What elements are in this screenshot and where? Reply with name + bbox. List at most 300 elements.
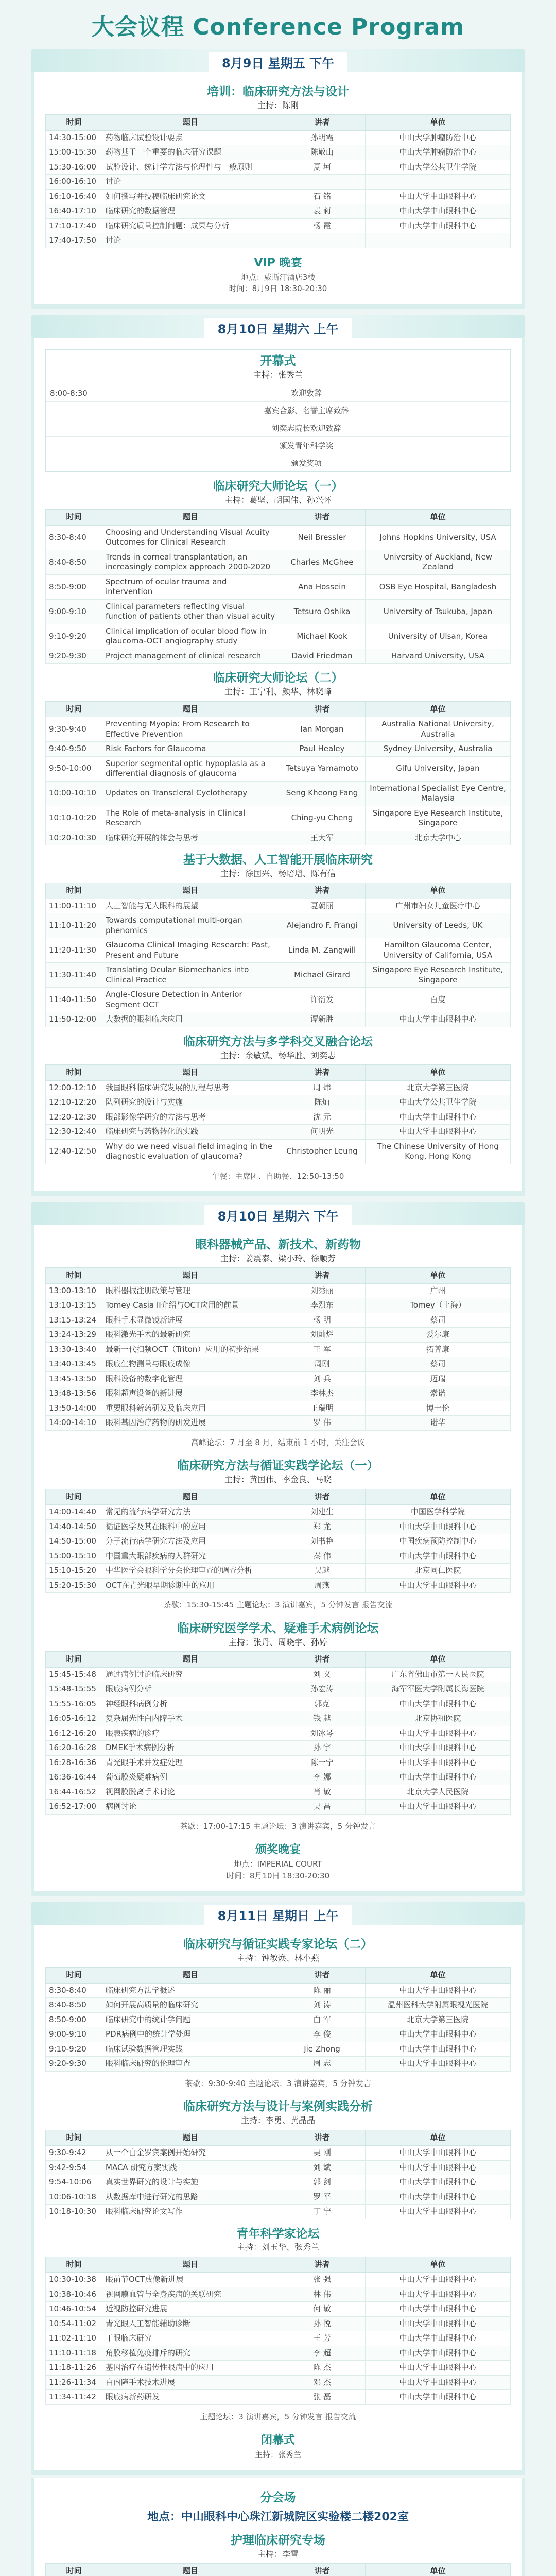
topic-cell: 嘉宾合影、名誉主席致辞 [102, 402, 510, 419]
session-header [45, 2099, 511, 2129]
event-detail: 茶歇：15:30-15:45 主题论坛：3 演讲嘉宾，5 分钟发言 报告交流 [163, 1600, 393, 1610]
unit-cell: 北京大学人民医院 [366, 1785, 511, 1800]
schedule-table [45, 509, 511, 664]
table-row [46, 1371, 511, 1386]
time-cell: 12:40-12:50 [46, 1139, 102, 1164]
table-row [46, 1667, 511, 1682]
topic-cell: 葡萄膜炎疑难病例 [102, 1770, 279, 1785]
day-panel [31, 1225, 525, 1891]
topic-cell: Choosing and Understanding Visual Acuity Outcomes for Clinical Research [102, 525, 279, 550]
column-header: 讲者 [279, 1268, 366, 1284]
session-header [45, 1238, 511, 1267]
session [45, 1621, 511, 1815]
time-cell: 11:50-12:00 [46, 1012, 102, 1027]
session-header [45, 2227, 511, 2257]
topic-cell: 人工智能与无人眼科的展望 [102, 899, 279, 913]
event-detail: 地点：威斯汀酒店3楼 [240, 272, 316, 282]
table-row [46, 1386, 511, 1401]
speaker-cell [279, 233, 366, 248]
unit-cell [366, 233, 511, 248]
unit-cell [366, 175, 511, 190]
column-header: 时间 [46, 510, 102, 526]
column-header: 讲者 [279, 510, 366, 526]
column-header: 题目 [102, 883, 279, 899]
unit-cell: 北京同仁医院 [366, 1564, 511, 1579]
topic-cell: 眼科临床研究论文写作 [102, 2205, 279, 2219]
day-banner [31, 1902, 525, 1925]
opening-table [46, 384, 510, 471]
table-row [46, 1770, 511, 1785]
time-cell: 8:30-8:40 [46, 525, 102, 550]
time-cell: 11:34-11:42 [46, 2390, 102, 2405]
session-chair: 主持：张秀兰 [253, 369, 303, 380]
table-row [46, 1741, 511, 1756]
schedule-table [45, 2257, 511, 2405]
event-detail: 茶歇：9:30-9:40 主题论坛：3 演讲嘉宾，5 分钟发言 [185, 2078, 371, 2088]
unit-cell: 中山大学中山眼科中心 [366, 2331, 511, 2346]
schedule-table [45, 2130, 511, 2219]
time-cell: 14:50-15:00 [46, 1534, 102, 1549]
time-cell: 16:12-16:20 [46, 1726, 102, 1741]
time-cell: 10:30-10:38 [46, 2273, 102, 2287]
program [0, 49, 556, 2576]
unit-cell: 中山大学中山眼科中心 [366, 2042, 511, 2057]
time-cell: 8:00-8:30 [46, 384, 102, 402]
time-cell [46, 402, 102, 419]
column-header: 讲者 [279, 1968, 366, 1984]
unit-cell: 中山大学肿瘤防治中心 [366, 145, 511, 160]
unit-cell: 中山大学中山眼科中心 [366, 1012, 511, 1027]
unit-cell: 百度 [366, 988, 511, 1012]
table-row [46, 717, 511, 742]
time-cell [46, 454, 102, 472]
time-cell: 13:00-13:10 [46, 1283, 102, 1298]
speaker-cell: 王瑞明 [279, 1401, 366, 1416]
table-row [46, 1726, 511, 1741]
column-header: 单位 [366, 2130, 511, 2146]
table-row [46, 1313, 511, 1328]
speaker-cell: 夏 坷 [279, 160, 366, 175]
topic-cell: Tomey Casia II介绍与OCT应用的前景 [102, 1298, 279, 1313]
unit-cell: The Chinese University of Hong Kong, Hong Kong [366, 1139, 511, 1164]
time-cell: 9:00-9:10 [46, 2027, 102, 2042]
table-row [46, 2146, 511, 2161]
time-cell: 13:45-13:50 [46, 1371, 102, 1386]
session-title: 眼科器械产品、新技术、新药物 [195, 1238, 361, 1252]
topic-cell: 颁发奖项 [102, 454, 510, 472]
time-cell: 16:44-16:52 [46, 1785, 102, 1800]
time-cell: 15:00-15:10 [46, 1549, 102, 1564]
time-cell: 16:28-16:36 [46, 1755, 102, 1770]
unit-cell: 中山大学中山眼科中心 [366, 2346, 511, 2361]
topic-cell: 临床研究质量控制问题：成果与分析 [102, 218, 279, 233]
schedule-table [45, 1489, 511, 1594]
table-row [46, 1125, 511, 1140]
topic-cell: 眼表疾病的诊疗 [102, 1726, 279, 1741]
table-row [46, 742, 511, 757]
topic-cell: 近视防控研究进展 [102, 2302, 279, 2317]
time-cell: 11:10-11:18 [46, 2346, 102, 2361]
topic-cell: Clinical implication of ocular blood flow in glaucoma-OCT angiography study [102, 624, 279, 649]
speaker-cell: 刘 斌 [279, 2160, 366, 2175]
speaker-cell: 白 军 [279, 2012, 366, 2027]
time-cell: 13:24-13:29 [46, 1328, 102, 1343]
venue-block [45, 2490, 511, 2526]
time-cell: 9:20-9:30 [46, 649, 102, 664]
day-panel [31, 1925, 525, 2470]
time-cell: 14:30-15:00 [46, 130, 102, 145]
table-header-row [46, 2257, 511, 2273]
column-header: 时间 [46, 115, 102, 131]
column-header: 单位 [366, 883, 511, 899]
speaker-cell: 石 铭 [279, 189, 366, 204]
day-panel [31, 338, 525, 1191]
table-row [46, 175, 511, 190]
topic-cell: 最新一代扫频OCT（Triton）应用的初步结果 [102, 1342, 279, 1357]
session-chair: 主持：张丹、周晓宇、孙婷 [228, 1637, 327, 1647]
topic-cell: 刘奕志院长欢迎致辞 [102, 419, 510, 437]
break-notice [45, 1815, 511, 1836]
time-cell: 9:42-9:54 [46, 2160, 102, 2175]
table-row [46, 899, 511, 913]
table-row [46, 1401, 511, 1416]
session [45, 1937, 511, 2072]
column-header: 题目 [102, 1065, 279, 1081]
unit-cell: 中山大学中山眼科中心 [366, 204, 511, 219]
unit-cell: 博士伦 [366, 1401, 511, 1416]
time-cell: 15:20-15:30 [46, 1578, 102, 1593]
topic-cell: 试验设计、统计学方法与伦理性与一般原则 [102, 160, 279, 175]
table-row [46, 2390, 511, 2405]
schedule-table [45, 1967, 511, 2072]
time-cell: 9:30-9:40 [46, 717, 102, 742]
unit-cell: Harvard University, USA [366, 649, 511, 664]
table-row [46, 1110, 511, 1125]
table-row [46, 1682, 511, 1697]
topic-cell: 眼科手术显微镜新进展 [102, 1313, 279, 1328]
session [45, 2099, 511, 2219]
unit-cell: Johns Hopkins University, USA [366, 525, 511, 550]
speaker-cell: 周 炜 [279, 1080, 366, 1095]
time-cell: 16:40-17:10 [46, 204, 102, 219]
table-row [46, 160, 511, 175]
topic-cell: PDR病例中的统计学处理 [102, 2027, 279, 2042]
table-header-row [46, 2130, 511, 2146]
session [45, 2227, 511, 2405]
speaker-cell: 何明光 [279, 1125, 366, 1140]
time-cell: 13:15-13:24 [46, 1313, 102, 1328]
time-cell: 16:36-16:44 [46, 1770, 102, 1785]
table-row [46, 204, 511, 219]
unit-cell: 中山大学中山眼科中心 [366, 2316, 511, 2331]
event-detail: 高峰论坛：7 月至 8 月，结束前 1 小时，关注会议 [191, 1437, 365, 1447]
session-chair: 主持：徐国兴、杨培增、陈有信 [220, 869, 336, 879]
column-header: 时间 [46, 1489, 102, 1505]
time-cell: 15:48-15:55 [46, 1682, 102, 1697]
speaker-cell: 丁 宁 [279, 2205, 366, 2219]
table-row [46, 1564, 511, 1579]
topic-cell: 药物基于一个重要的临床研究课题 [102, 145, 279, 160]
table-row [46, 1139, 511, 1164]
column-header: 题目 [102, 2564, 279, 2576]
topic-cell: 分子流行病学研究方法及应用 [102, 1534, 279, 1549]
column-header: 单位 [366, 1489, 511, 1505]
speaker-cell: 许衍发 [279, 988, 366, 1012]
topic-cell: 临床研究与药物转化的实践 [102, 1125, 279, 1140]
unit-cell: 中山大学中山眼科中心 [366, 2146, 511, 2161]
session [45, 84, 511, 248]
schedule-table [45, 114, 511, 248]
break-notice [45, 1431, 511, 1452]
event-name: 闭幕式 [260, 2434, 295, 2447]
table-row [46, 402, 510, 419]
time-cell: 10:46-10:54 [46, 2302, 102, 2317]
topic-cell: 中华医学会眼科学分会伦理审查的调查分析 [102, 1564, 279, 1579]
unit-cell: 中山大学中山眼科中心 [366, 2205, 511, 2219]
topic-cell: Why do we need visual field imaging in the diagnostic evaluation of glaucoma? [102, 1139, 279, 1164]
day-panel [31, 2478, 525, 2576]
table-header-row [46, 2564, 511, 2576]
unit-cell: 广州 [366, 1283, 511, 1298]
column-header: 单位 [366, 2564, 511, 2576]
session [45, 479, 511, 664]
speaker-cell: 杨 明 [279, 1313, 366, 1328]
event-detail: 主题论坛：3 演讲嘉宾，5 分钟发言 报告交流 [200, 2412, 356, 2421]
topic-cell: 临床研究的数据管理 [102, 204, 279, 219]
speaker-cell: 陈灿 [279, 1095, 366, 1110]
table-header-row [46, 115, 511, 131]
table-row [46, 2375, 511, 2390]
topic-cell: 循证医学及其在眼科中的应用 [102, 1519, 279, 1534]
table-row [46, 1357, 511, 1372]
topic-cell: Translating Ocular Biomechanics into Clinical Practice [102, 963, 279, 988]
unit-cell: OSB Eye Hospital, Bangladesh [366, 574, 511, 599]
time-cell: 15:45-15:48 [46, 1667, 102, 1682]
column-header: 单位 [366, 1652, 511, 1668]
table-row [46, 2316, 511, 2331]
topic-cell: 大数据的眼科临床应用 [102, 1012, 279, 1027]
event-name: VIP 晚宴 [254, 256, 302, 269]
break-notice [45, 1593, 511, 1614]
event-detail: 时间：8月10日 18:30-20:30 [226, 1871, 330, 1880]
table-header-row [46, 883, 511, 899]
column-header: 单位 [366, 2257, 511, 2273]
time-cell [46, 419, 102, 437]
unit-cell: Hamilton Glaucoma Center, University of California, USA [366, 938, 511, 963]
table-header-row [46, 1489, 511, 1505]
topic-cell: 神经眼科病例分析 [102, 1697, 279, 1711]
topic-cell: 常见的流行病学研究方法 [102, 1505, 279, 1520]
speaker-cell: 杨 霞 [279, 218, 366, 233]
session-header [45, 1937, 511, 1967]
speaker-cell: Alejandro F. Frangi [279, 913, 366, 938]
time-cell: 9:40-9:50 [46, 742, 102, 757]
speaker-cell: 周刚 [279, 1357, 366, 1372]
day-banner [31, 315, 525, 338]
topic-cell: 临床研究方法学概述 [102, 1983, 279, 1998]
event-detail: 主持：张秀兰 [254, 2450, 301, 2460]
table-header-row [46, 1268, 511, 1284]
speaker-cell: 郭 剑 [279, 2175, 366, 2190]
session-header [45, 84, 511, 114]
unit-cell: 索诺 [366, 1386, 511, 1401]
panel-footer [31, 1191, 525, 1196]
unit-cell: 中国疾病预防控制中心 [366, 1534, 511, 1549]
unit-cell: 迈瑞 [366, 1371, 511, 1386]
table-row [46, 2346, 511, 2361]
table-row [46, 1416, 511, 1431]
speaker-cell: 袁 莉 [279, 204, 366, 219]
topic-cell: 临床试验数据管理实践 [102, 2042, 279, 2057]
unit-cell: University of Tsukuba, Japan [366, 599, 511, 624]
topic-cell: The Role of meta-analysis in Clinical Research [102, 806, 279, 831]
time-cell: 15:55-16:05 [46, 1697, 102, 1711]
speaker-cell: 李 俊 [279, 2027, 366, 2042]
table-row [46, 1519, 511, 1534]
table-row [46, 913, 511, 938]
speaker-cell: 李林杰 [279, 1386, 366, 1401]
column-header: 时间 [46, 1968, 102, 1984]
table-row [46, 2205, 511, 2219]
time-cell: 9:54-10:06 [46, 2175, 102, 2190]
table-row [46, 2331, 511, 2346]
table-row [46, 1800, 511, 1815]
column-header: 单位 [366, 115, 511, 131]
unit-cell: 中山大学中山眼科中心 [366, 1578, 511, 1593]
unit-cell: International Specialist Eye Centre, Malaysia [366, 781, 511, 806]
table-row [46, 624, 511, 649]
column-header: 单位 [366, 1968, 511, 1984]
topic-cell: DMEK手术病例分析 [102, 1741, 279, 1756]
topic-cell: 眼科超声设备的新进展 [102, 1386, 279, 1401]
column-header: 单位 [366, 1268, 511, 1284]
table-row [46, 1549, 511, 1564]
day-label: 8月10日 星期六 下午 [204, 1205, 352, 1225]
break-notice [45, 2405, 511, 2426]
table-row [46, 1983, 511, 1998]
table-row [46, 1342, 511, 1357]
column-header: 讲者 [279, 115, 366, 131]
time-cell: 17:10-17:40 [46, 218, 102, 233]
time-cell: 9:10-9:20 [46, 624, 102, 649]
unit-cell: 中山大学肿瘤防治中心 [366, 130, 511, 145]
time-cell: 16:52-17:00 [46, 1800, 102, 1815]
unit-cell: 温州医科大学附属眼视光医院 [366, 1998, 511, 2013]
unit-cell: 中山大学中山眼科中心 [366, 2027, 511, 2042]
topic-cell: 眼底病例分析 [102, 1682, 279, 1697]
session-title: 临床研究医学学术、疑难手术病例论坛 [177, 1621, 379, 1635]
unit-cell: 蔡司 [366, 1357, 511, 1372]
unit-cell: University of Leeds, UK [366, 913, 511, 938]
time-cell: 13:30-13:40 [46, 1342, 102, 1357]
table-row [46, 1534, 511, 1549]
session-title: 基于大数据、人工智能开展临床研究 [183, 853, 373, 867]
time-cell: 14:40-14:50 [46, 1519, 102, 1534]
session-chair: 主持：陈刚 [257, 100, 299, 110]
speaker-cell: 李 超 [279, 2346, 366, 2361]
topic-cell: 病例讨论 [102, 1800, 279, 1815]
table-row [46, 1080, 511, 1095]
speaker-cell: 陈 丽 [279, 1983, 366, 1998]
time-cell: 11:00-11:10 [46, 899, 102, 913]
page-title: 大会议程 Conference Program [91, 14, 465, 40]
table-row [46, 938, 511, 963]
table-row [46, 550, 511, 574]
time-cell: 10:38-10:46 [46, 2287, 102, 2302]
table-row [46, 1697, 511, 1711]
table-row [46, 2042, 511, 2057]
column-header: 时间 [46, 2257, 102, 2273]
column-header: 时间 [46, 701, 102, 717]
unit-cell: 中山大学公共卫生学院 [366, 1095, 511, 1110]
time-cell: 16:00-16:10 [46, 175, 102, 190]
unit-cell: 北京大学中心 [366, 831, 511, 845]
opening-ceremony [45, 349, 511, 472]
unit-cell: 中山大学中山眼科中心 [366, 2375, 511, 2390]
column-header: 时间 [46, 1268, 102, 1284]
session-chair: 主持：李雪 [257, 2549, 299, 2559]
table-row [46, 1755, 511, 1770]
time-cell: 9:30-9:42 [46, 2146, 102, 2161]
unit-cell: 广东省佛山市第一人民医院 [366, 1667, 511, 1682]
topic-cell: Spectrum of ocular trauma and intervention [102, 574, 279, 599]
day-label: 8月11日 星期日 上午 [204, 1905, 352, 1925]
topic-cell: 如何开展高质量的临床研究 [102, 1998, 279, 2013]
venue-address: 地点：中山眼科中心珠江新城院区实验楼二楼202室 [147, 2510, 409, 2523]
unit-cell: University of Ulsan, Korea [366, 624, 511, 649]
column-header: 题目 [102, 1268, 279, 1284]
time-cell: 12:30-12:40 [46, 1125, 102, 1140]
event-detail: 地点：IMPERIAL COURT [234, 1859, 322, 1869]
topic-cell: 视网膜脱离手术讨论 [102, 1785, 279, 1800]
column-header: 单位 [366, 1065, 511, 1081]
topic-cell: Towards computational multi-organ phenomics [102, 913, 279, 938]
table-row [46, 1711, 511, 1726]
topic-cell: 眼底生物测量与眼底成像 [102, 1357, 279, 1372]
topic-cell: 白内障手术技术进展 [102, 2375, 279, 2390]
unit-cell: 中山大学中山眼科中心 [366, 1519, 511, 1534]
table-row [46, 525, 511, 550]
time-cell: 9:10-9:20 [46, 2042, 102, 2057]
topic-cell: 干眼临床研究 [102, 2331, 279, 2346]
event-detail: 时间：8月9日 18:30-20:30 [229, 284, 327, 294]
unit-cell: Singapore Eye Research Institute, Singapore [366, 806, 511, 831]
speaker-cell: 孙 宇 [279, 1741, 366, 1756]
break-notice [45, 1164, 511, 1185]
session-header [45, 671, 511, 701]
session-chair: 主持：钟敏焕、林小燕 [236, 1953, 319, 1963]
session-header [45, 853, 511, 883]
topic-cell: 眼科基因治疗药物的研发进展 [102, 1416, 279, 1431]
schedule-table [45, 1064, 511, 1164]
topic-cell: 欢迎致辞 [102, 384, 510, 402]
speaker-cell: 孙 悦 [279, 2316, 366, 2331]
time-cell: 16:05-16:12 [46, 1711, 102, 1726]
speaker-cell: Michael Girard [279, 963, 366, 988]
speaker-cell: Ana Hossein [279, 574, 366, 599]
table-row [46, 1578, 511, 1593]
session-title: 青年科学家论坛 [236, 2227, 320, 2241]
time-cell: 15:30-16:00 [46, 160, 102, 175]
table-row [46, 233, 511, 248]
unit-cell: 诺华 [366, 1416, 511, 1431]
table-row [46, 963, 511, 988]
unit-cell: Singapore Eye Research Institute, Singapore [366, 963, 511, 988]
topic-cell: 我国眼科临床研究发展的历程与思考 [102, 1080, 279, 1095]
table-row [46, 806, 511, 831]
schedule-table [45, 1651, 511, 1815]
speaker-cell: Tetsuya Yamamoto [279, 756, 366, 781]
